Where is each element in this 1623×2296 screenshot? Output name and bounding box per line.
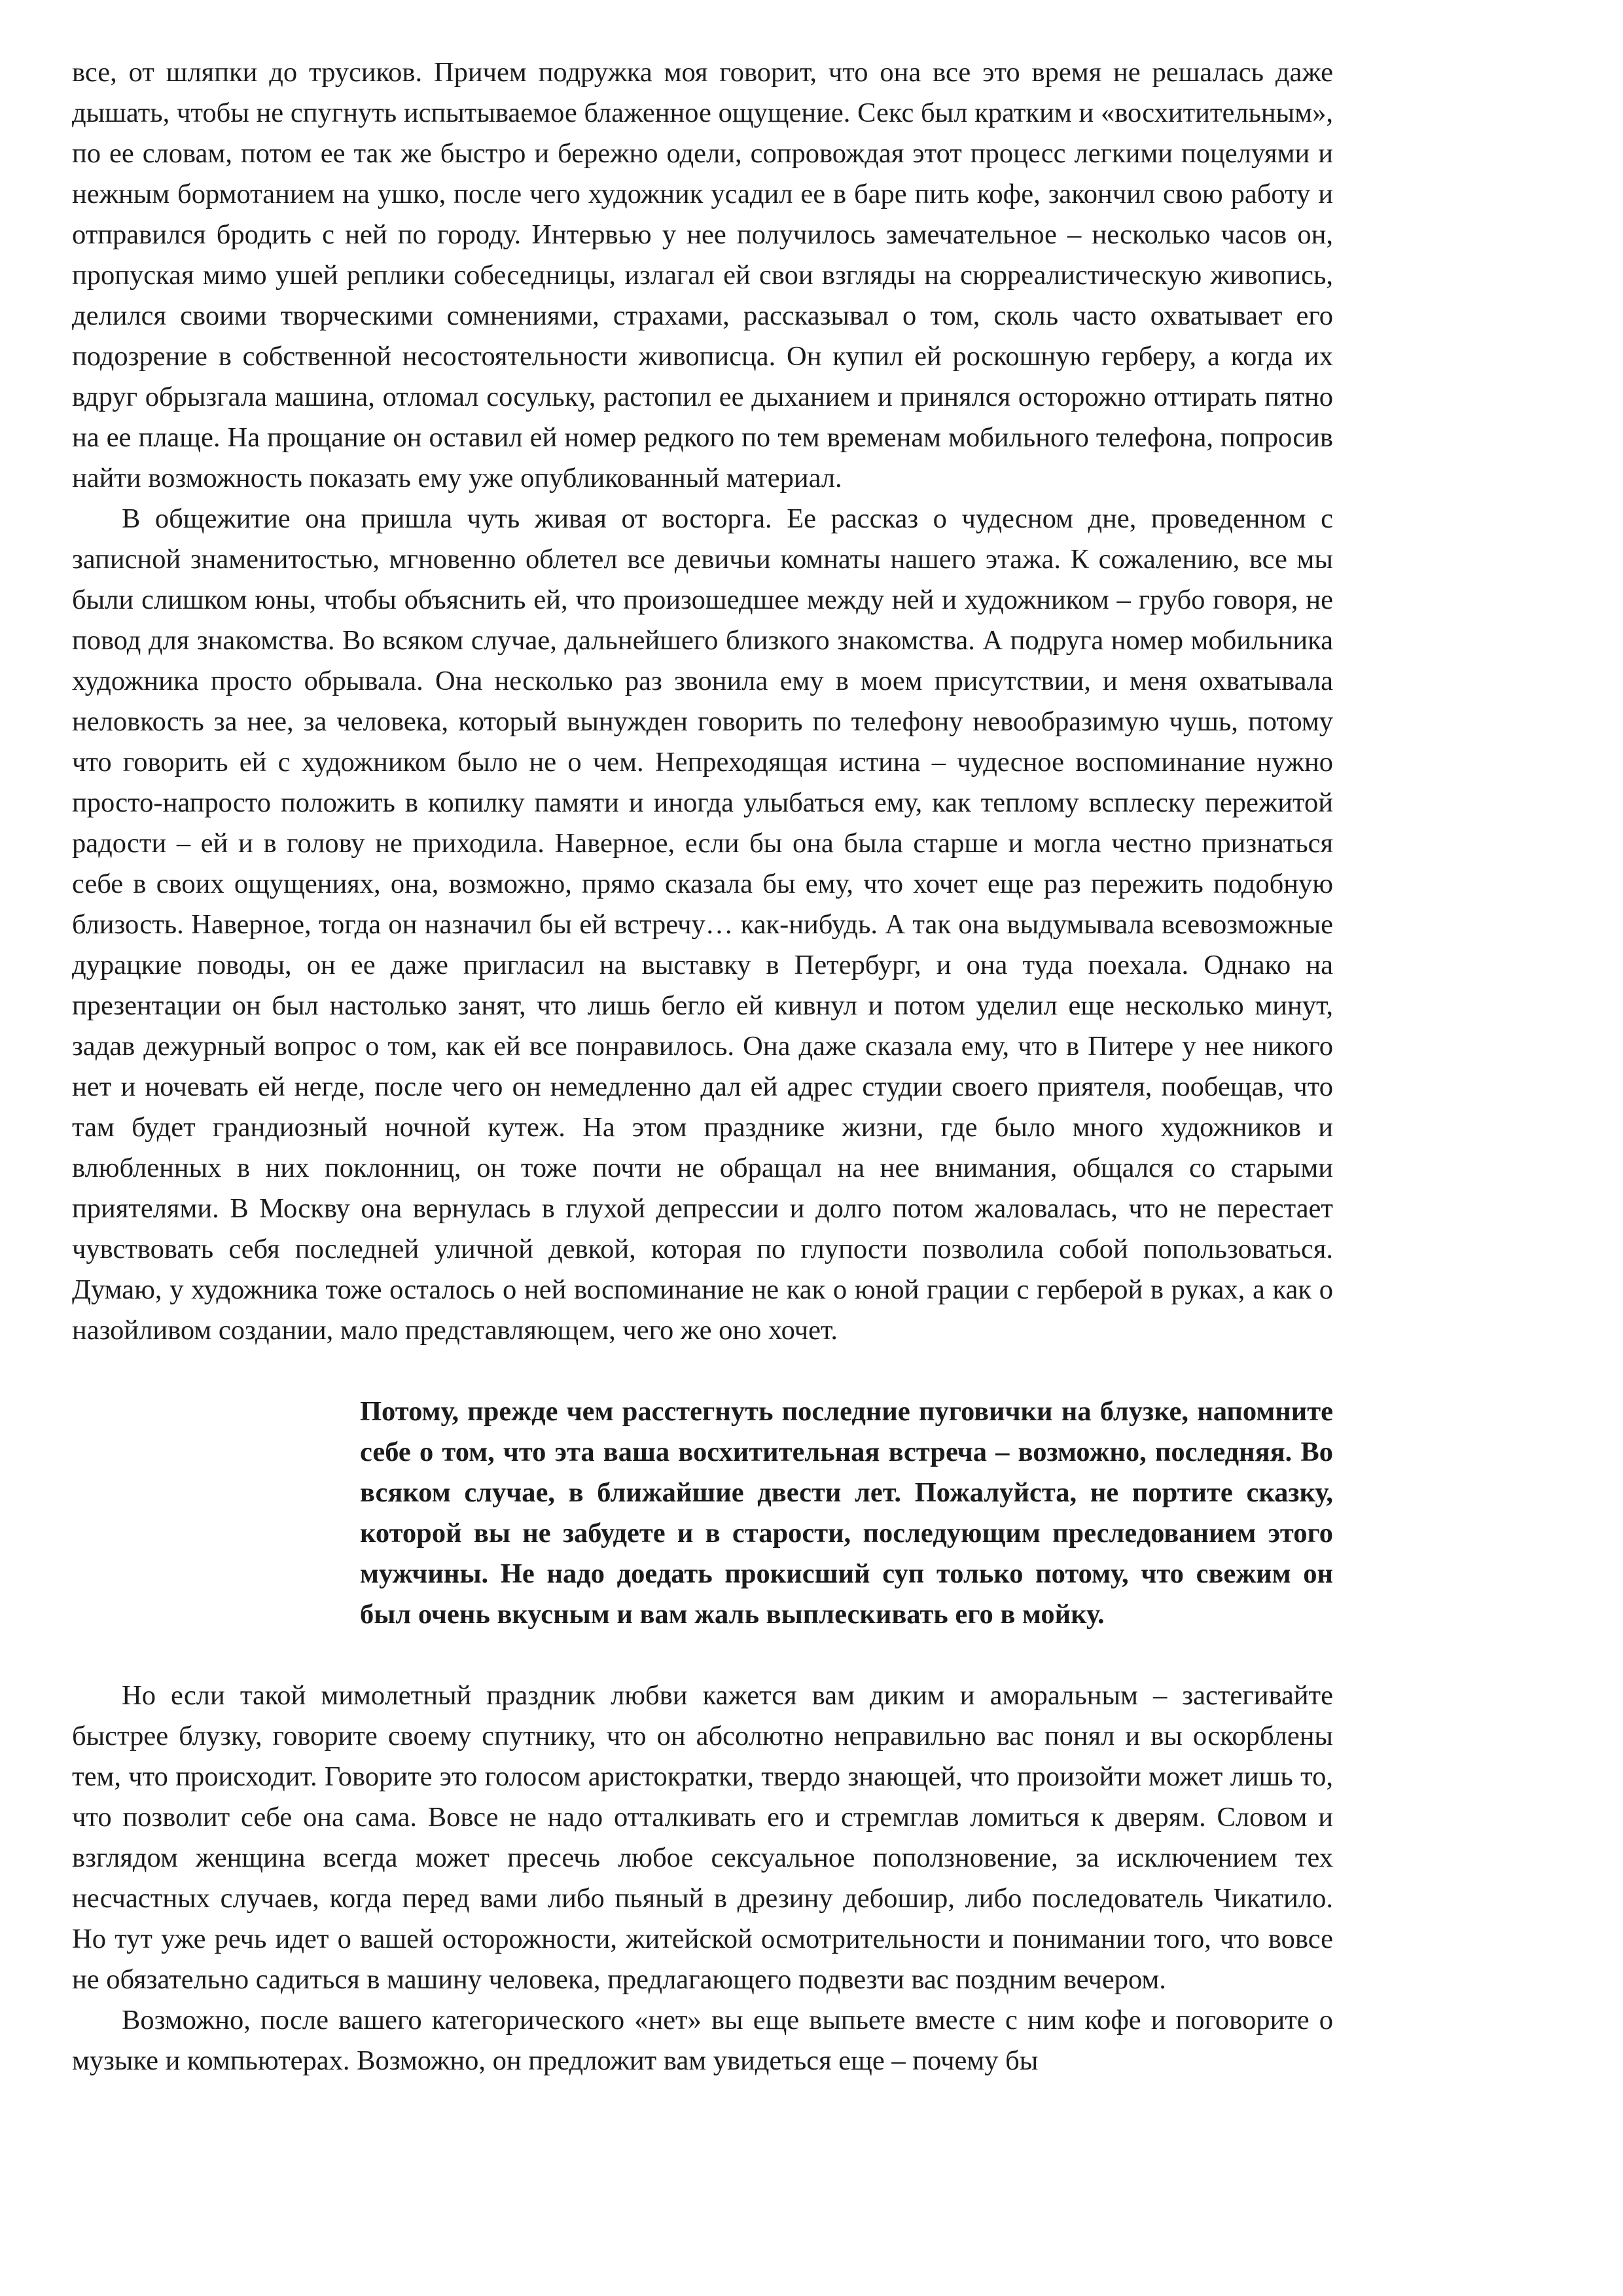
paragraph: В общежитие она пришла чуть живая от восторга. Ее рассказ о чудесном дне, проведенном с записной знаменитостью, мгновенно облетел все девичьи комнаты нашего этажа. К сожалению, все мы были слишком юны, чтобы объяснить ей, что произошедшее между ней и художником – грубо говоря, не повод для знакомства. Во всяком случае, дальнейшего близкого знакомства. А подруга номер мобильника художника просто обрывала. Она несколько раз звонила ему в моем присутствии, и меня охватывала неловкость за нее, за человека, который вынужден говорить по телефону невообразимую чушь, потому что говорить ей с художником было не о чем. Непреходящая истина – чудесное воспоминание нужно просто-напросто положить в копилку памяти и иногда улыбаться ему, как теплому всплеску пережитой радости – ей и в голову не приходила. Наверное, если бы она была старше и могла честно признаться себе в своих ощущениях, она, возможно, прямо сказала бы ему, что хочет еще раз пережить подобную близость. Наверное, тогда он назначил бы ей встречу… как-нибудь. А так она выдумывала всевозможные дурацкие поводы, он ее даже пригласил на выставку в Петербург, и она туда поехала. Однако на презентации он был настолько занят, что лишь бегло ей кивнул и потом уделил еще несколько минут, задав дежурный вопрос о том, как ей все понравилось. Она даже сказала ему, что в Питере у нее никого нет и ночевать ей негде, после чего он немедленно дал ей адрес студии своего приятеля, пообещав, что там будет грандиозный ночной кутеж. На этом празднике жизни, где было много художников и влюбленных в них поклонниц, он тоже почти не обращал на нее внимания, общался со старыми приятелями. В Москву она вернулась в глухой депрессии и долго потом жаловалась, что не перестает чувствовать себя последней уличной девкой, которая по глупости позволила собой попользоваться. Думаю, у художника тоже осталось о ней воспоминание не как о юной грации с герберой в руках, а как о назойливом создании, мало представляющем, чего же оно хочет. <box>72 503 1333 1346</box>
paragraph: Возможно, после вашего категорического «нет» вы еще выпьете вместе с ним кофе и поговорите о музыке и компьютерах. Возможно, он предложит вам увидеться еще – почему бы <box>72 2005 1333 2076</box>
paragraph: Но если такой мимолетный праздник любви кажется вам диким и аморальным – застегивайте быстрее блузку, говорите своему спутнику, что он абсолютно неправильно вас понял и вы оскорблены тем, что происходит. Говорите это голосом аристократки, твердо знающей, что произойти может лишь то, что позволит себе она сама. Вовсе не надо отталкивать его и стремглав ломиться к дверям. Словом и взглядом женщина всегда может пресечь любое сексуальное поползновение, за исключением тех несчастных случаев, когда перед вами либо пьяный в дрезину дебошир, либо последователь Чикатило. Но тут уже речь идет о вашей осторожности, житейской осмотрительности и понимании того, что вовсе не обязательно садиться в машину человека, предлагающего подвезти вас поздним вечером. <box>72 1680 1333 1995</box>
quote-paragraph: Потому, прежде чем расстегнуть последние пуговички на блузке, напомните себе о том, что эта ваша восхитительная встреча – возможно, последняя. Во всяком случае, в ближайшие двести лет. Пожалуйста, не портите сказку, которой вы не забудете и в старости, последующим преследованием этого мужчины. Не надо доедать прокисший суп только потому, что свежим он был очень вкусным и вам жаль выплескивать его в мойку. <box>360 1396 1333 1630</box>
paragraph-continuation: все, от шляпки до трусиков. Причем подружка моя говорит, что она все это время не решалась даже дышать, чтобы не спугнуть испытываемое блаженное ощущение. Секс был кратким и «восхитительным», по ее словам, потом ее так же быстро и бережно одели, сопровождая этот процесс легкими поцелуями и нежным бормотанием на ушко, после чего художник усадил ее в баре пить кофе, закончил свою работу и отправился бродить с ней по городу. Интервью у нее получилось замечательное – несколько часов он, пропуская мимо ушей реплики собеседницы, излагал ей свои взгляды на сюрреалистическую живопись, делился своими творческими сомнениями, страхами, рассказывал о том, сколь часто охватывает его подозрение в собственной несостоятельности живописца. Он купил ей роскошную герберу, а когда их вдруг обрызгала машина, отломал сосульку, растопил ее дыханием и принялся осторожно оттирать пятно на ее плаще. На прощание он оставил ей номер редкого по тем временам мобильного телефона, попросив найти возможность показать ему уже опубликованный материал. <box>72 57 1333 493</box>
